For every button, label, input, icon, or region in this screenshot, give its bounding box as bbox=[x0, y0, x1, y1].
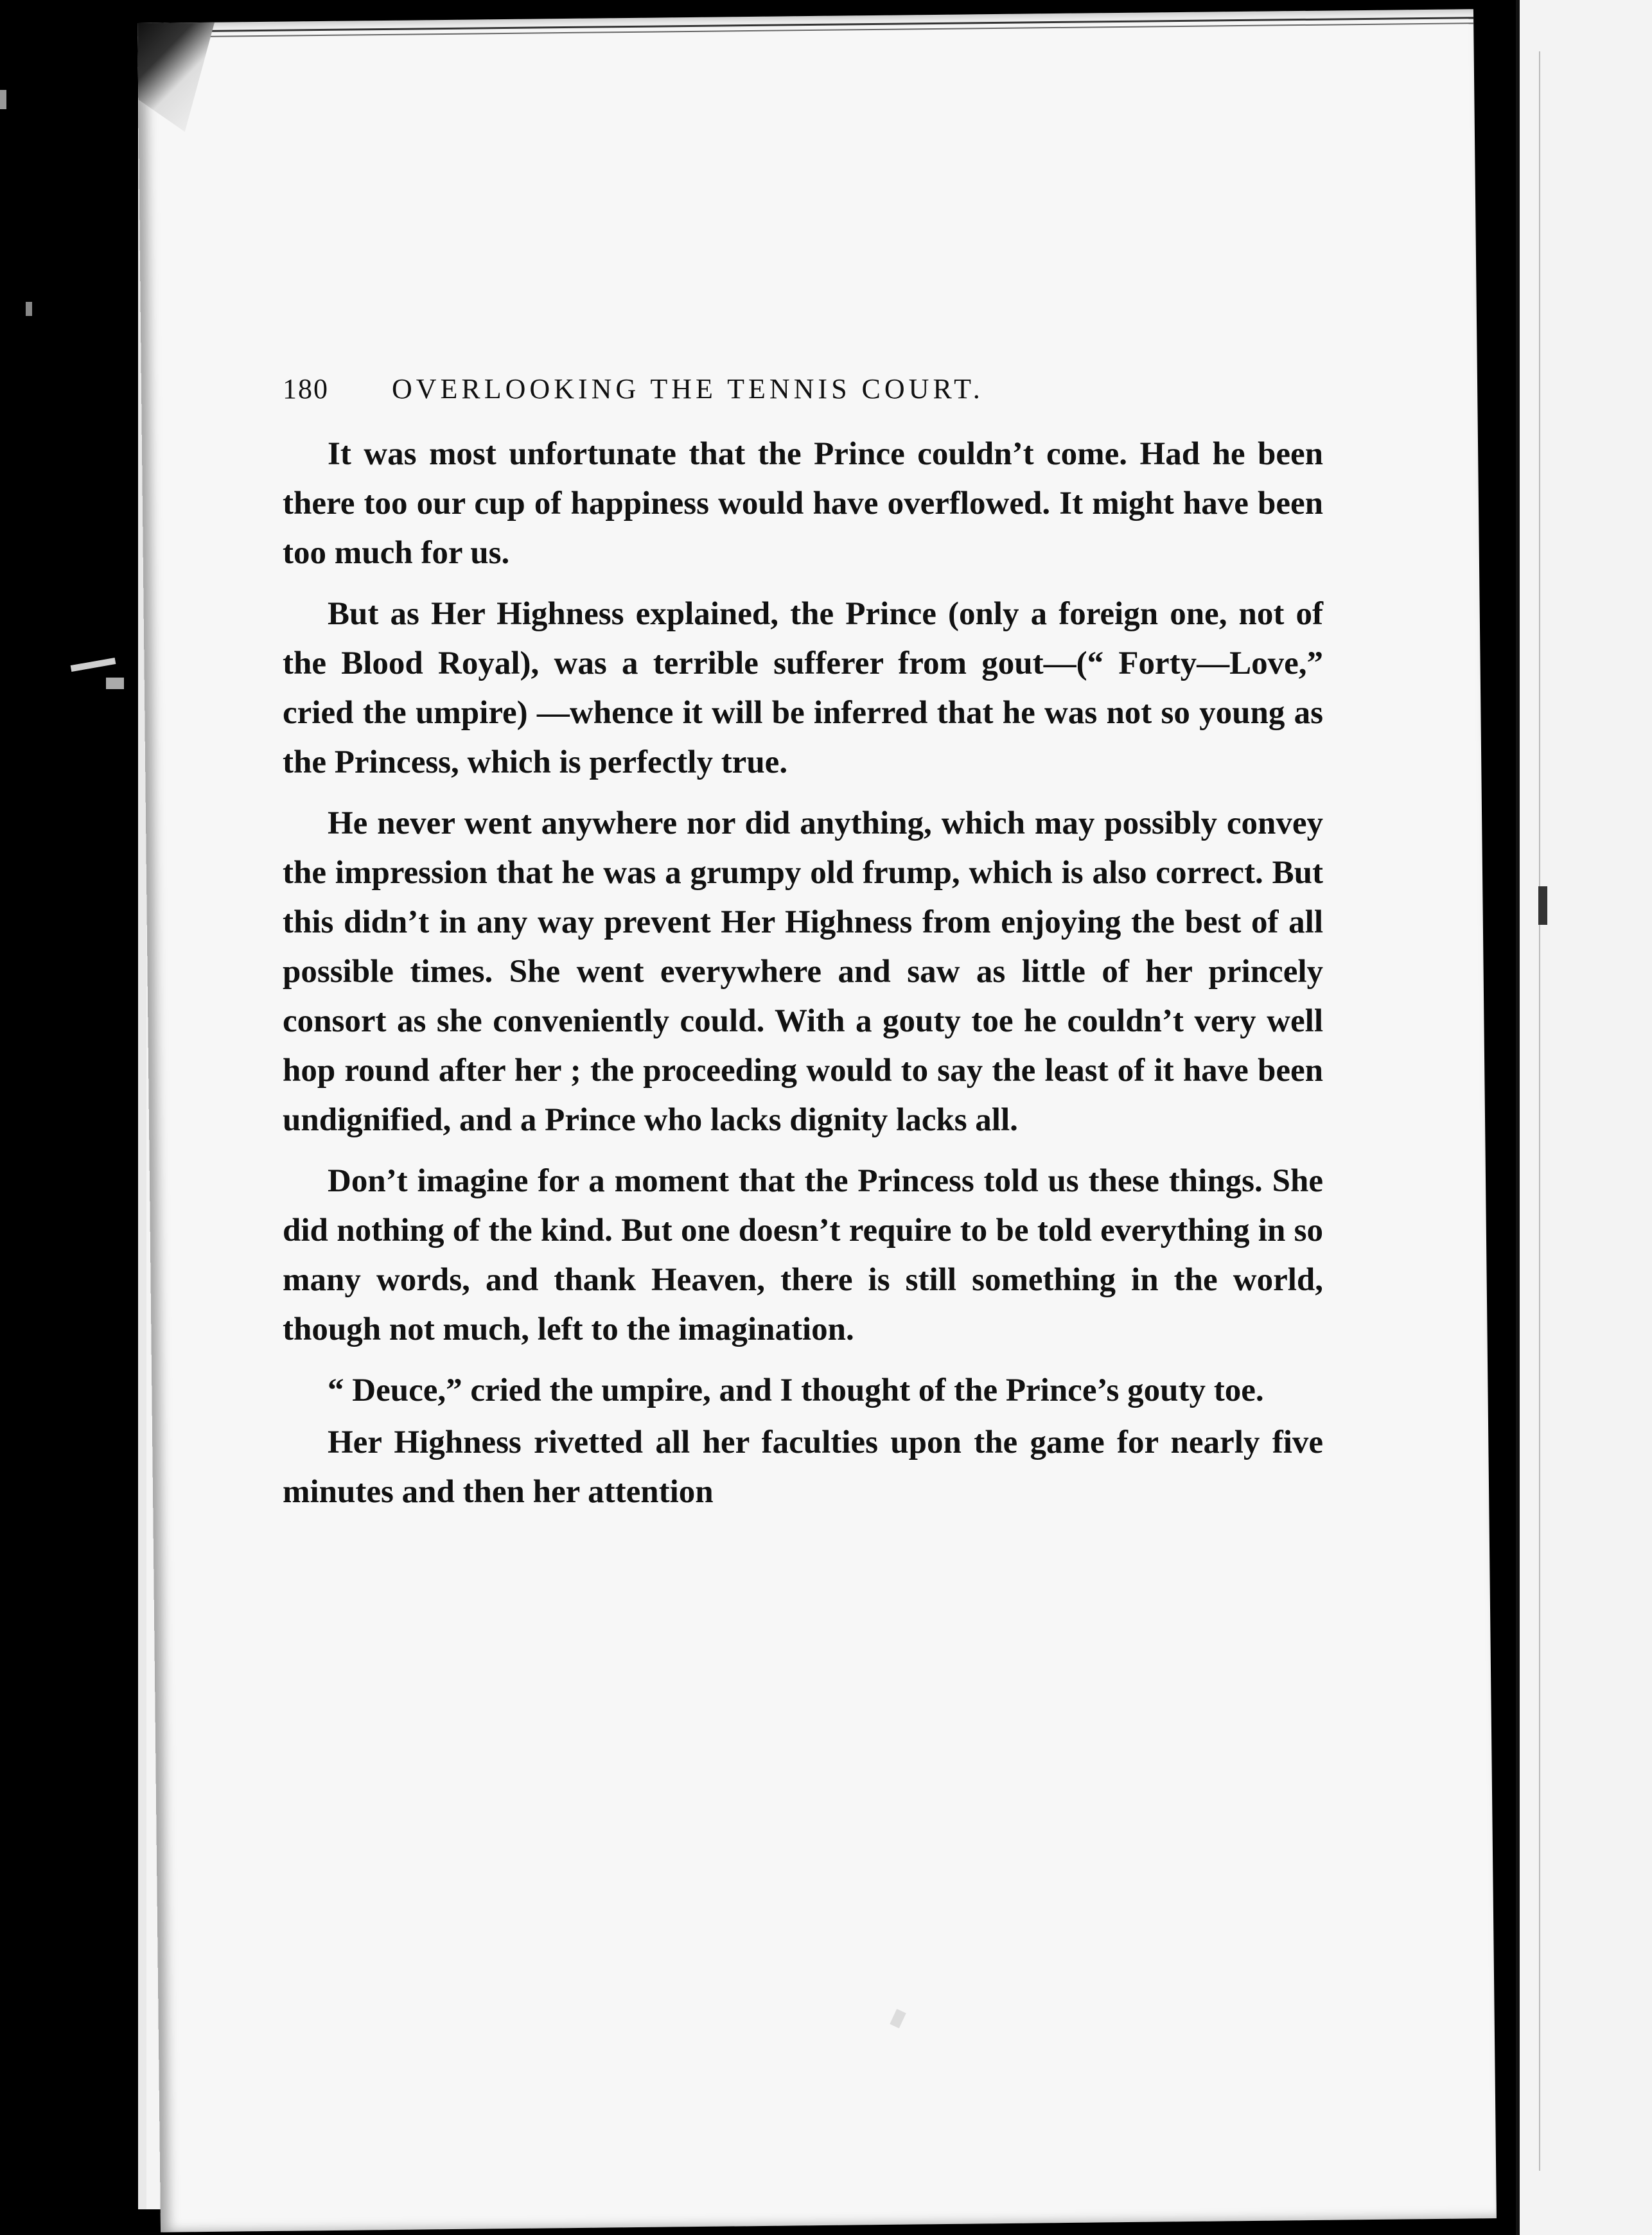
margin-speck bbox=[106, 678, 124, 689]
page-text bbox=[283, 372, 1323, 1529]
margin-speck bbox=[71, 658, 116, 672]
running-title: OVERLOOKING THE TENNIS COURT. bbox=[392, 373, 984, 405]
running-head bbox=[283, 372, 1323, 405]
paragraph: Don’t imagine for a moment that the Princess told us these things. She did nothing of the kind. But one doesn’t require to be told everything in so many words, and thank Heaven, there is still something in the world, though not much, left to the imagination. bbox=[283, 1163, 1323, 1347]
adjacent-page-edge bbox=[1516, 0, 1652, 2235]
margin-speck bbox=[1538, 886, 1547, 925]
paragraph: It was most unfortunate that the Prince couldn’t come. Had he been there too our cup of happiness would have overflowed. It might have been too much for us. bbox=[283, 436, 1323, 571]
paragraph: Her Highness rivetted all her faculties upon the game for nearly five minutes and then her attention bbox=[283, 1424, 1323, 1510]
page-fold-line bbox=[1539, 51, 1540, 2171]
paragraph: But as Her Highness explained, the Prince (only a foreign one, not of the Blood Royal), was a terrible sufferer from gout—(“ Forty—Love,” cried the umpire) —whence it will be inferred that he was not so young as the Princess, which is perfectly true. bbox=[283, 596, 1323, 780]
curled-page-corner bbox=[137, 22, 216, 132]
paragraph: He never went anywhere nor did anything, which may possibly convey the impression that he was a grumpy old frump, which is also correct. But this didn’t in any way prevent Her Highness from enjoying the best of all possible times. She went everywhere and saw as little of her princely consort as she conveniently could. With a gouty toe he couldn’t very well hop round after her ; the proceeding would to say the least of it have been undignified, and a Prince who lacks dignity lacks all. bbox=[283, 805, 1323, 1138]
page-top-border bbox=[176, 17, 1473, 37]
page-number: 180 bbox=[283, 373, 329, 405]
paragraph: “ Deuce,” cried the umpire, and I thought of the Prince’s gouty toe. bbox=[328, 1372, 1264, 1408]
margin-speck bbox=[0, 90, 6, 109]
margin-speck bbox=[26, 302, 32, 316]
